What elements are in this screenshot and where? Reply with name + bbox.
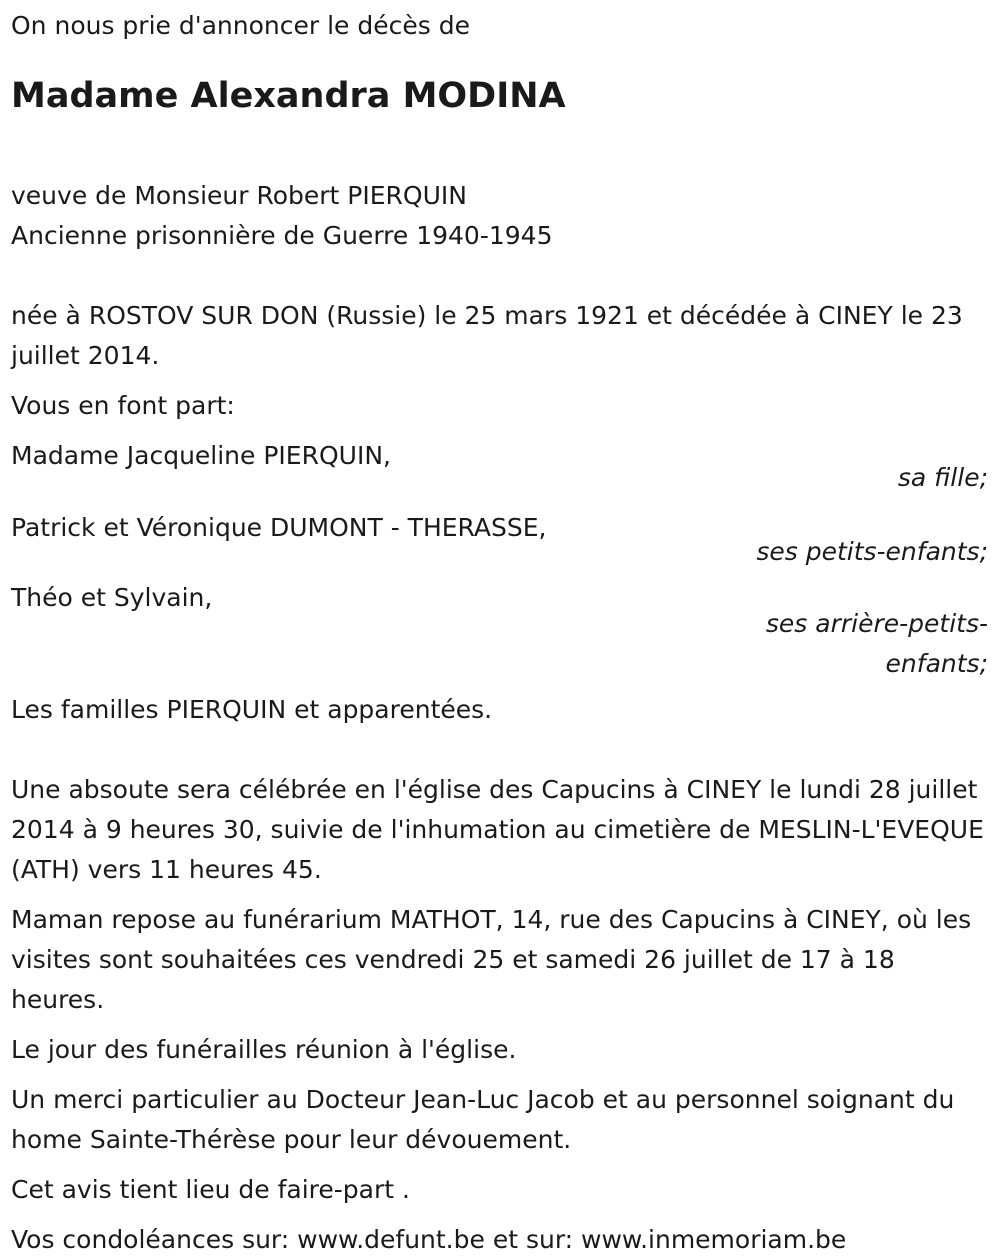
family-list [11,436,990,684]
family-member-relation: ses petits-enfants; [756,537,988,566]
thanks-text: Un merci particulier au Docteur Jean-Luc Jacob et au personnel soignant du home Sainte-Thérèse pour leur dévouement. [11,1085,955,1154]
family-member [11,436,990,498]
families-text: Les familles PIERQUIN et apparentées. [11,695,493,724]
family-member [11,508,990,572]
condolences-text: Vos condoléances sur: www.defunt.be et sur: www.inmemoriam.be [11,1225,847,1254]
funerarium-text: Maman repose au funérarium MATHOT, 14, rue des Capucins à CINEY, où les visites sont souhaitées ces vendredi 25 et samedi 26 juillet de 17 à 18 heures. [11,905,972,1014]
family-member [11,578,990,684]
family-member-relation: ses arrière-petits-enfants; [765,609,988,678]
intro-text: On nous prie d'annoncer le décès de [11,11,470,40]
ceremony-text: Une absoute sera célébrée en l'église des Capucins à CINEY le lundi 28 juillet 2014 à 9 heures 30, suivie de l'inhumation au cimetière de MESLIN-L'EVEQUE (ATH) vers 11 heures 45. [11,775,984,884]
distinction-text: Ancienne prisonnière de Guerre 1940-1945 [11,221,553,250]
spouse-text: veuve de Monsieur Robert PIERQUIN [11,181,467,210]
announce-text: Vous en font part: [11,391,235,420]
family-member-relation: sa fille; [897,463,988,492]
spouse-block [11,176,990,256]
family-member-name: Madame Jacqueline PIERQUIN, [11,441,391,470]
family-member-name: Théo et Sylvain, [11,583,213,612]
birth-death-text: née à ROSTOV SUR DON (Russie) le 25 mars 1921 et décédée à CINEY le 23 juillet 2014. [11,301,963,370]
family-member-name: Patrick et Véronique DUMONT - THERASSE, [11,513,547,542]
meeting-text: Le jour des funérailles réunion à l'église. [11,1035,517,1064]
notice-text: Cet avis tient lieu de faire-part . [11,1175,410,1204]
deceased-name: Madame Alexandra MODINA [11,76,566,116]
